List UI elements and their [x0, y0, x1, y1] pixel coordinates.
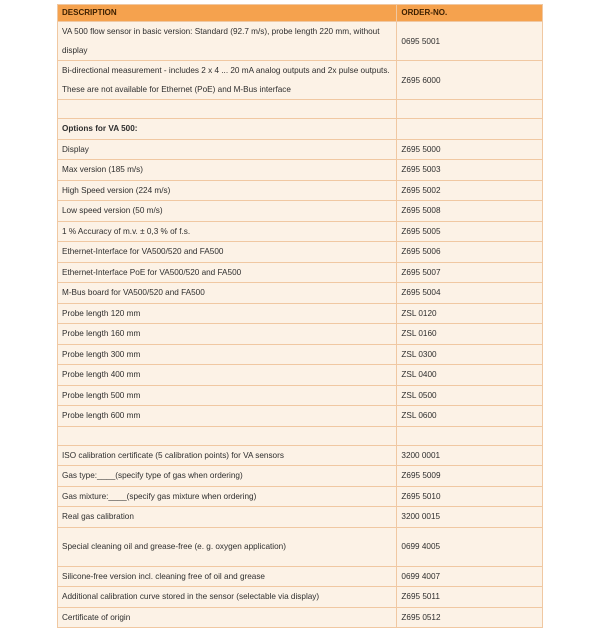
order-number-cell: Z695 5007	[397, 262, 543, 283]
order-number-cell: ZSL 0300	[397, 344, 543, 365]
order-number-cell	[397, 426, 543, 445]
table-row	[58, 303, 543, 324]
table-row	[58, 61, 543, 100]
order-number-cell: 3200 0015	[397, 507, 543, 528]
order-number-cell: ZSL 0160	[397, 324, 543, 345]
table-row	[58, 160, 543, 181]
description-cell: Probe length 120 mm	[58, 303, 397, 324]
description-cell: 1 % Accuracy of m.v. ± 0,3 % of f.s.	[58, 221, 397, 242]
description-cell	[58, 100, 397, 119]
order-number-cell: Z695 5003	[397, 160, 543, 181]
order-number-cell: Z695 5009	[397, 466, 543, 487]
description-cell: High Speed version (224 m/s)	[58, 180, 397, 201]
spacer-row	[58, 100, 543, 119]
order-number-cell: 0699 4007	[397, 566, 543, 587]
order-number-cell: Z695 5004	[397, 283, 543, 304]
order-number-cell: 0699 4005	[397, 527, 543, 566]
description-cell: Gas mixture:____(specify gas mixture when ordering)	[58, 486, 397, 507]
order-number-cell: Z695 5011	[397, 587, 543, 608]
order-number-cell: Z695 5000	[397, 139, 543, 160]
order-number-cell: ZSL 0500	[397, 385, 543, 406]
order-number-cell: ZSL 0600	[397, 406, 543, 427]
order-number-cell: Z695 5005	[397, 221, 543, 242]
table-row	[58, 486, 543, 507]
description-cell: Probe length 300 mm	[58, 344, 397, 365]
order-number-cell: Z695 5006	[397, 242, 543, 263]
order-number-cell: 0695 5001	[397, 22, 543, 61]
spacer-row	[58, 426, 543, 445]
table-row	[58, 566, 543, 587]
description-cell: Silicone-free version incl. cleaning free of oil and grease	[58, 566, 397, 587]
table-row	[58, 466, 543, 487]
table-row	[58, 344, 543, 365]
description-cell: Bi-directional measurement - includes 2 x 4 ... 20 mA analog outputs and 2x pulse outputs. These are not available for Ethernet (PoE) and M-Bus interface	[58, 61, 397, 100]
section-heading-row	[58, 119, 543, 140]
table-row	[58, 283, 543, 304]
order-number-cell: ZSL 0400	[397, 365, 543, 386]
description-cell: Additional calibration curve stored in the sensor (selectable via display)	[58, 587, 397, 608]
order-number-cell	[397, 100, 543, 119]
order-number-cell: Z695 0512	[397, 607, 543, 628]
table-row	[58, 139, 543, 160]
table-row	[58, 587, 543, 608]
description-cell: Probe length 400 mm	[58, 365, 397, 386]
order-number-cell	[397, 119, 543, 140]
description-cell: Max version (185 m/s)	[58, 160, 397, 181]
description-cell: ISO calibration certificate (5 calibration points) for VA sensors	[58, 445, 397, 466]
order-number-cell: Z695 5010	[397, 486, 543, 507]
description-cell: VA 500 flow sensor in basic version: Standard (92.7 m/s), probe length 220 mm, without display	[58, 22, 397, 61]
table-row	[58, 22, 543, 61]
description-cell: Probe length 160 mm	[58, 324, 397, 345]
table-row	[58, 180, 543, 201]
description-cell: Probe length 500 mm	[58, 385, 397, 406]
table-row	[58, 385, 543, 406]
description-cell: Ethernet-Interface for VA500/520 and FA500	[58, 242, 397, 263]
order-number-cell: ZSL 0120	[397, 303, 543, 324]
header-order-no: ORDER-NO.	[397, 5, 543, 22]
header-description: DESCRIPTION	[58, 5, 397, 22]
description-cell: Options for VA 500:	[58, 119, 397, 140]
table-row	[58, 527, 543, 566]
order-number-cell: Z695 5008	[397, 201, 543, 222]
table-row	[58, 445, 543, 466]
order-number-cell: Z695 5002	[397, 180, 543, 201]
table-row	[58, 324, 543, 345]
table-row	[58, 221, 543, 242]
description-cell: Ethernet-Interface PoE for VA500/520 and FA500	[58, 262, 397, 283]
description-cell: Low speed version (50 m/s)	[58, 201, 397, 222]
description-cell: Gas type:____(specify type of gas when ordering)	[58, 466, 397, 487]
order-table-body	[58, 5, 543, 628]
description-cell: M-Bus board for VA500/520 and FA500	[58, 283, 397, 304]
description-cell: Certificate of origin	[58, 607, 397, 628]
table-row	[58, 242, 543, 263]
description-cell: Real gas calibration	[58, 507, 397, 528]
table-header-row	[58, 5, 543, 22]
order-number-cell: Z695 6000	[397, 61, 543, 100]
description-cell: Probe length 600 mm	[58, 406, 397, 427]
order-number-cell: 3200 0001	[397, 445, 543, 466]
table-row	[58, 201, 543, 222]
description-cell: Special cleaning oil and grease-free (e. g. oxygen application)	[58, 527, 397, 566]
table-row	[58, 507, 543, 528]
description-cell	[58, 426, 397, 445]
table-row	[58, 262, 543, 283]
table-row	[58, 607, 543, 628]
order-table	[57, 4, 543, 628]
table-row	[58, 406, 543, 427]
description-cell: Display	[58, 139, 397, 160]
table-row	[58, 365, 543, 386]
